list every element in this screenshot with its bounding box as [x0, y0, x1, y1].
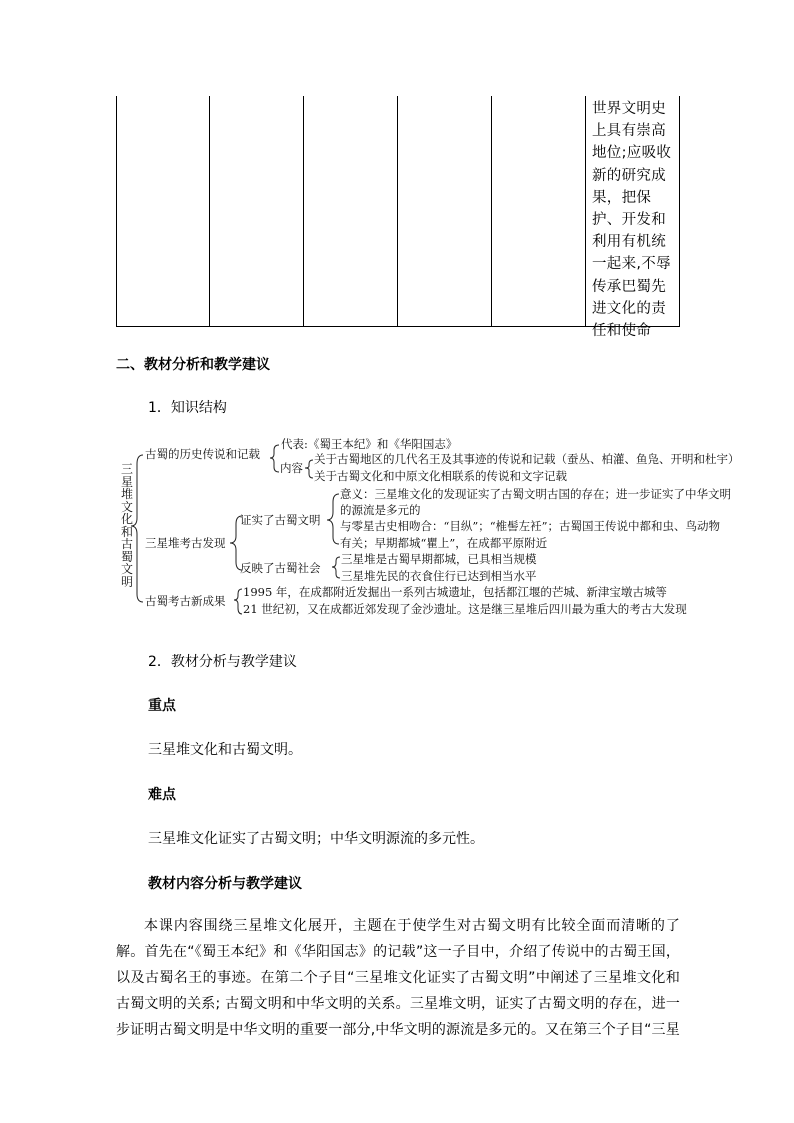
branch3-brace [234, 589, 242, 614]
branch3-label: 古蜀考古新成果 [145, 594, 226, 608]
section-heading: 二、教材分析和教学建议 [116, 357, 270, 373]
branch2-sub2-label: 反映了古蜀社会 [240, 561, 321, 575]
branch2-sub1-label: 证实了古蜀文明 [240, 513, 321, 527]
branch2-match-2: 有关；早期都城“瞿上”，在成都平原附近 [340, 536, 548, 550]
branch3-result-1: 1995 年，在成都附近发掘出一系列古城遗址，包括都江堰的芒城、新津宝墩古城等 [243, 585, 667, 599]
branch2-society-2: 三星堆先民的衣食住行已达到相当水平 [341, 569, 537, 583]
difficult-points-heading: 难点 [148, 787, 176, 803]
difficult-points-text: 三星堆文化证实了古蜀文明；中华文明源流的多元性。 [148, 831, 484, 847]
knowledge-structure-diagram [116, 434, 776, 618]
content-brace [305, 460, 313, 478]
sub1-brace [327, 494, 339, 544]
key-points-text: 三星堆文化和古蜀文明。 [148, 742, 302, 758]
branch1-content-1: 关于古蜀地区的几代名王及其事迹的传说和记载（蚕丛、柏灌、鱼凫、开明和杜宇） [314, 452, 740, 466]
analysis-heading: 教材内容分析与教学建议 [148, 876, 302, 892]
table-cell-last: 世界文明史上具有崇高地位;应吸收新的研究成果，把保护、开发和利用有机统一起来,不辱传承巴蜀先进文化的责任和使命 [592, 101, 672, 340]
branch1-brace [270, 445, 279, 472]
branch1-representative: 代表:《蜀王本纪》和《华阳国志》 [281, 437, 458, 451]
branch2-label: 三星堆考古发现 [145, 536, 226, 550]
branch1-label: 古蜀的历史传说和记载 [145, 447, 260, 461]
branch2-society-1: 三星堆是古蜀早期都城，已具相当规模 [341, 552, 537, 566]
branch1-content-label: 内容 [280, 461, 303, 475]
table-column-divider [491, 96, 492, 326]
branch3-result-2: 21 世纪初，又在成都近郊发现了金沙遗址。这是继三星堆后四川最为重大的考古大发现 [243, 602, 687, 616]
table-column-divider [303, 96, 304, 326]
table-column-divider [397, 96, 398, 326]
branch1-content-2: 关于古蜀文化和中原文化相联系的传说和文字记载 [314, 469, 567, 483]
branch2-meaning-1: 意义：三星堆文化的发现证实了古蜀文明古国的存在；进一步证实了中华文明 [340, 487, 731, 501]
table-fragment [116, 96, 680, 340]
diagram-root-label: 三星堆文化和古蜀文明 [120, 462, 133, 589]
subsection-title-analysis: 2．教材分析与教学建议 [148, 654, 297, 670]
table-column-divider [585, 96, 586, 326]
branch2-match-1: 与零星古史相吻合：“目纵”；“椎髻左衽”；古蜀国王传说中都和虫、鸟动物 [340, 519, 721, 533]
body-paragraph: 本课内容围绕三星堆文化展开，主题在于使学生对古蜀文明有比较全面而清晰的了解。首先在“《蜀王本纪》和《华阳国志》的记载”这一子目中，介绍了传说中的古蜀王国，以及古蜀名王的事迹。在第二个子目“三星堆文化证实了古蜀文明”中阐述了三星堆文化和古蜀文明的关系; 古蜀文明和中华文明的关系。三星堆文明，证实了古蜀文明的存在，进一步证明古蜀文明是中华文明的重要一部分,中华文明的源流是多元的。又在第三个子目“三星 [116, 918, 680, 1038]
key-points-heading: 重点 [148, 698, 176, 714]
table-column-divider [209, 96, 210, 326]
subsection-title-knowledge-structure: 1．知识结构 [148, 400, 227, 416]
branch2-meaning-2: 的源流是多元的 [340, 503, 421, 517]
sub2-brace [332, 557, 340, 578]
